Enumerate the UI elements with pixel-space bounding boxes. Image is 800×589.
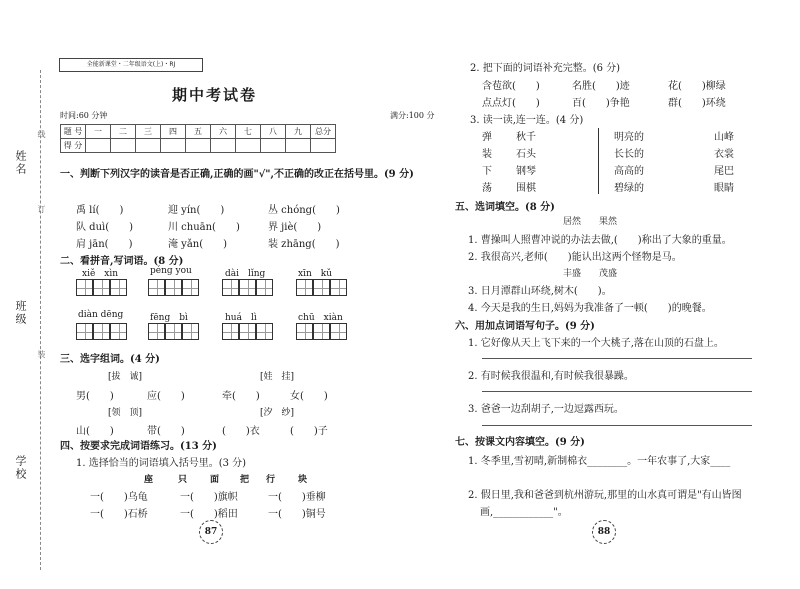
- score-header-cell: 题 号: [61, 125, 86, 139]
- q2-item[interactable]: 百( )争艳: [572, 98, 630, 109]
- word-choice: 行: [266, 475, 276, 485]
- q3-title: 3. 读一读,连一连。(4 分): [470, 115, 584, 126]
- score-row-label: 得 分: [61, 139, 86, 153]
- writing-grid-box[interactable]: [296, 323, 313, 340]
- match-verb[interactable]: 下: [482, 166, 492, 177]
- s5-q1[interactable]: 1. 曹操叫人照曹冲说的办法去做,( )称出了大象的重量。: [468, 235, 732, 246]
- full-score-info: 满分:100 分: [390, 111, 435, 120]
- match-object[interactable]: 围棋: [516, 183, 536, 194]
- score-header-cell: 七: [236, 125, 261, 139]
- writing-grid-box[interactable]: [165, 279, 182, 296]
- page-number-right: 88: [592, 520, 616, 544]
- s1-item[interactable]: 丛 chóng( ): [268, 205, 340, 216]
- writing-grid-box[interactable]: [93, 279, 110, 296]
- s5-q3[interactable]: 3. 日月潭群山环绕,树木( )。: [468, 286, 612, 297]
- score-header-cell: 八: [261, 125, 286, 139]
- writing-grid-box[interactable]: [182, 279, 199, 296]
- s6-q3: 3. 爸爸一边刮胡子,一边逗露西玩。: [468, 404, 624, 415]
- section3-title: 三、选字组词。(4 分): [60, 354, 160, 365]
- score-cell[interactable]: [211, 139, 236, 153]
- series-header: 全能新课堂・二年级语文(上)・RJ: [59, 58, 203, 72]
- pinyin-label: péng you: [150, 266, 192, 276]
- s7-q1[interactable]: 1. 冬季里,雪初晴,新制棉衣________。一年农事了,大家____: [468, 456, 731, 467]
- answer-line[interactable]: [482, 358, 752, 359]
- pinyin-label: huá lì: [225, 313, 257, 323]
- s3-item[interactable]: ( )衣: [222, 426, 260, 437]
- match-noun[interactable]: 山峰: [714, 132, 734, 143]
- writing-grid-box[interactable]: [256, 279, 273, 296]
- score-cell[interactable]: [161, 139, 186, 153]
- char-pair: [拔 诚]: [108, 372, 143, 382]
- score-cell[interactable]: [136, 139, 161, 153]
- pinyin-label: diàn dēng: [78, 310, 124, 320]
- section5-title: 五、选词填空。(8 分): [455, 202, 555, 213]
- s5-q4[interactable]: 4. 今天是我的生日,妈妈为我准备了一顿( )的晚餐。: [468, 303, 712, 314]
- q2-item[interactable]: 点点灯( ): [482, 98, 540, 109]
- s7-q2-line1[interactable]: 2. 假日里,我和爸爸到杭州游玩,那里的山水真可谓是"有山皆图: [468, 490, 742, 501]
- section4-title: 四、按要求完成词语练习。(13 分): [60, 441, 217, 452]
- pinyin-label: chū xiàn: [298, 313, 343, 323]
- s4-q1: 1. 选择恰当的词语填入括号里。(3 分): [76, 458, 247, 469]
- word-pair: 丰盛 茂盛: [563, 269, 618, 279]
- pinyin-label: xiě xìn: [82, 269, 119, 279]
- word-choice: 只: [178, 475, 188, 485]
- writing-grid-box[interactable]: [76, 279, 93, 296]
- writing-grid-box[interactable]: [330, 279, 347, 296]
- s3-item[interactable]: ( )子: [290, 426, 328, 437]
- s3-item[interactable]: 山( ): [76, 426, 114, 437]
- binding-mark-xian: 线: [37, 130, 46, 138]
- writing-grid-box[interactable]: [222, 279, 239, 296]
- match-noun[interactable]: 眼睛: [714, 183, 734, 194]
- time-info: 时间:60 分钟: [60, 111, 108, 120]
- writing-grid-box[interactable]: [313, 323, 330, 340]
- s3-item[interactable]: 男( ): [76, 391, 114, 402]
- binding-mark-ding: 订: [37, 205, 46, 213]
- s1-item[interactable]: 川 chuān( ): [168, 222, 240, 233]
- score-header-cell: 总分: [311, 125, 336, 139]
- s3-item[interactable]: 牵( ): [222, 391, 260, 402]
- binding-mark-zhuang: 装: [37, 350, 46, 358]
- pinyin-label: dài lǐng: [225, 269, 266, 279]
- s7-q2-line2[interactable]: 画,____________"。: [480, 507, 568, 518]
- writing-grid-box[interactable]: [110, 279, 127, 296]
- matching-divider: [598, 128, 599, 194]
- match-verb[interactable]: 装: [482, 149, 492, 160]
- section1-title: 一、判断下列汉字的读音是否正确,正确的画"√",不正确的改正在括号里。(9 分): [60, 169, 414, 180]
- writing-grid-box[interactable]: [76, 323, 93, 340]
- writing-grid-box[interactable]: [256, 323, 273, 340]
- s4-item[interactable]: 一( )旗帜: [180, 492, 238, 503]
- s1-item[interactable]: 装 zhāng( ): [268, 239, 340, 250]
- answer-line[interactable]: [482, 425, 752, 426]
- word-pair: 居然 果然: [563, 217, 618, 227]
- match-adjective[interactable]: 长长的: [614, 149, 644, 160]
- char-pair: [汐 纱]: [260, 408, 295, 418]
- s5-q2[interactable]: 2. 我很高兴,老师( )能认出这两个怪物是马。: [468, 252, 682, 263]
- q2-item[interactable]: 花( )柳绿: [668, 81, 726, 92]
- name-label: 姓名: [14, 150, 27, 176]
- char-pair: [领 顶]: [108, 408, 143, 418]
- score-header-cell: 九: [286, 125, 311, 139]
- match-adjective[interactable]: 明亮的: [614, 132, 644, 143]
- s4-item[interactable]: 一( )稻田: [180, 509, 238, 520]
- s1-item[interactable]: 淹 yǎn( ): [168, 239, 228, 250]
- writing-grid-box[interactable]: [110, 323, 127, 340]
- writing-grid-box[interactable]: [239, 323, 256, 340]
- s4-item[interactable]: 一( )铜号: [268, 509, 326, 520]
- writing-grid-box[interactable]: [148, 279, 165, 296]
- word-choice: 把: [240, 475, 250, 485]
- score-cell[interactable]: [86, 139, 111, 153]
- match-object[interactable]: 石头: [516, 149, 536, 160]
- s1-item[interactable]: 迎 yín( ): [168, 205, 225, 216]
- writing-grid-box[interactable]: [182, 323, 199, 340]
- score-cell[interactable]: [261, 139, 286, 153]
- pinyin-label: fēng bì: [150, 313, 188, 323]
- writing-grid-box[interactable]: [296, 279, 313, 296]
- score-header-cell: 二: [111, 125, 136, 139]
- s3-item[interactable]: 应( ): [147, 391, 185, 402]
- writing-grid-box[interactable]: [330, 323, 347, 340]
- s4-item[interactable]: 一( )石桥: [90, 509, 148, 520]
- word-choice: 座: [144, 475, 154, 485]
- score-header-cell: 五: [186, 125, 211, 139]
- score-header-cell: 四: [161, 125, 186, 139]
- writing-grid-box[interactable]: [148, 323, 165, 340]
- writing-grid-box[interactable]: [222, 323, 239, 340]
- writing-grid-box[interactable]: [165, 323, 182, 340]
- section6-title: 六、用加点词语写句子。(9 分): [455, 321, 595, 332]
- match-verb[interactable]: 荡: [482, 183, 492, 194]
- score-cell[interactable]: [111, 139, 136, 153]
- section7-title: 七、按课文内容填空。(9 分): [455, 437, 585, 448]
- s4-item[interactable]: 一( )乌龟: [90, 492, 148, 503]
- match-object[interactable]: 秋千: [516, 132, 536, 143]
- section2-title: 二、看拼音,写词语。(8 分): [60, 256, 184, 267]
- match-object[interactable]: 钢琴: [516, 166, 536, 177]
- s1-item[interactable]: 队 duì( ): [76, 222, 134, 233]
- match-noun[interactable]: 衣裳: [714, 149, 734, 160]
- s6-q2: 2. 有时候我很温和,有时候我很暴躁。: [468, 371, 634, 382]
- char-pair: [娃 挂]: [260, 372, 295, 382]
- score-cell[interactable]: [186, 139, 211, 153]
- school-label: 学校: [14, 455, 27, 481]
- s1-item[interactable]: 界 jiè( ): [268, 222, 322, 233]
- score-header-cell: 三: [136, 125, 161, 139]
- s3-item[interactable]: 女( ): [290, 391, 328, 402]
- s6-q1: 1. 它好像从天上飞下来的一个大桃子,落在山顶的石盘上。: [468, 338, 724, 349]
- q2-item[interactable]: 含苞欲( ): [482, 81, 540, 92]
- page-title: 期中考试卷: [172, 86, 258, 104]
- score-cell[interactable]: [311, 139, 336, 153]
- q2-title: 2. 把下面的词语补充完整。(6 分): [470, 63, 621, 74]
- score-header-cell: 一: [86, 125, 111, 139]
- match-noun[interactable]: 尾巴: [714, 166, 734, 177]
- class-label: 班级: [14, 300, 27, 326]
- writing-grid-box[interactable]: [93, 323, 110, 340]
- match-adjective[interactable]: 高高的: [614, 166, 644, 177]
- page-number-left: 87: [199, 520, 223, 544]
- binding-line: [40, 70, 41, 570]
- writing-grid-box[interactable]: [239, 279, 256, 296]
- match-adjective[interactable]: 碧绿的: [614, 183, 644, 194]
- s1-item[interactable]: 禹 lí( ): [76, 205, 124, 216]
- q2-item[interactable]: 群( )环绕: [668, 98, 726, 109]
- word-choice: 面: [210, 475, 220, 485]
- s3-item[interactable]: 带( ): [147, 426, 185, 437]
- s4-item[interactable]: 一( )垂柳: [268, 492, 326, 503]
- match-verb[interactable]: 弹: [482, 132, 492, 143]
- writing-grid-box[interactable]: [313, 279, 330, 296]
- q2-item[interactable]: 名胜( )迹: [572, 81, 630, 92]
- score-header-cell: 六: [211, 125, 236, 139]
- word-choice: 块: [298, 475, 308, 485]
- score-cell[interactable]: [236, 139, 261, 153]
- score-table: [60, 124, 336, 153]
- score-cell[interactable]: [286, 139, 311, 153]
- pinyin-label: xīn kǔ: [298, 269, 333, 279]
- s1-item[interactable]: 肩 jān( ): [76, 239, 133, 250]
- answer-line[interactable]: [482, 391, 752, 392]
